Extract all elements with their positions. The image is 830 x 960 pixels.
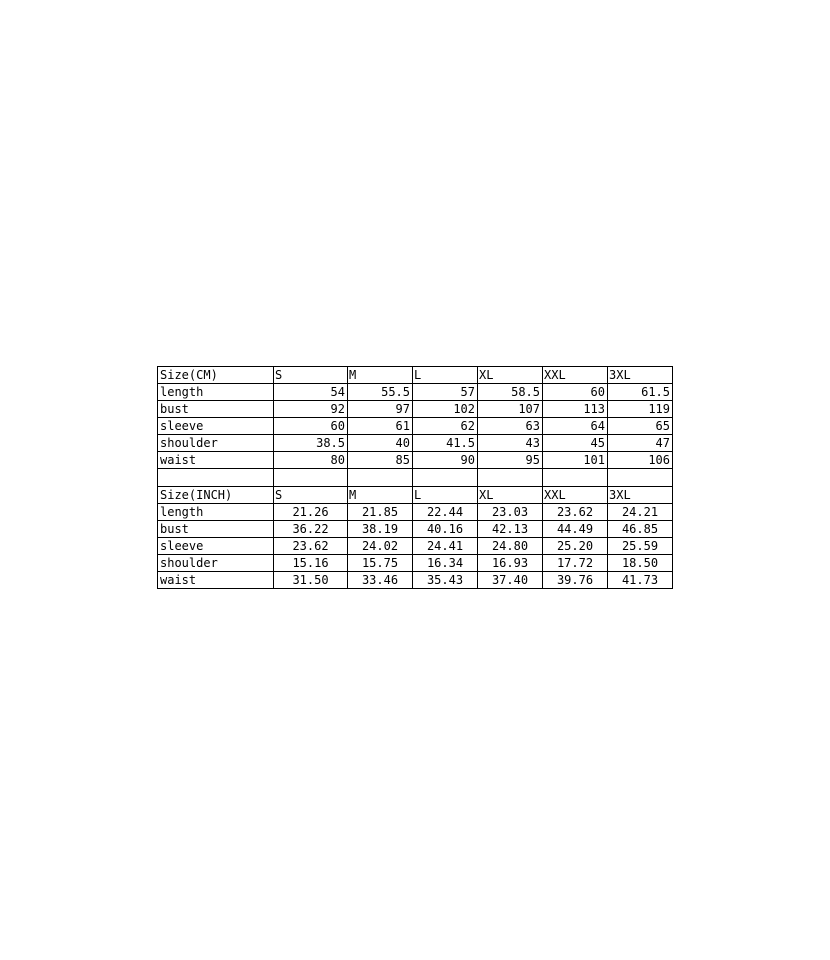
size-chart-table [157, 366, 673, 589]
measurement-value: 40.16 [413, 520, 478, 537]
inch-header-row [158, 486, 673, 503]
empty-cell [543, 469, 608, 487]
inch-size-header: XL [478, 486, 543, 503]
measurement-value: 44.49 [543, 520, 608, 537]
measurement-value: 107 [478, 401, 543, 418]
inch-size-header: 3XL [608, 486, 673, 503]
measurement-value: 24.80 [478, 537, 543, 554]
measurement-label: shoulder [158, 554, 274, 571]
measurement-value: 101 [543, 452, 608, 469]
measurement-value: 41.5 [413, 435, 478, 452]
measurement-value: 119 [608, 401, 673, 418]
measurement-label: waist [158, 571, 274, 588]
measurement-label: shoulder [158, 435, 274, 452]
inch-header-label: Size(INCH) [158, 486, 274, 503]
empty-cell [348, 469, 413, 487]
inch-size-header: S [274, 486, 348, 503]
measurement-label: bust [158, 401, 274, 418]
table-row [158, 537, 673, 554]
measurement-value: 57 [413, 384, 478, 401]
cm-header-label: Size(CM) [158, 367, 274, 384]
measurement-value: 21.85 [348, 503, 413, 520]
cm-size-header: M [348, 367, 413, 384]
table-row [158, 452, 673, 469]
measurement-value: 90 [413, 452, 478, 469]
cm-size-header: XL [478, 367, 543, 384]
measurement-value: 106 [608, 452, 673, 469]
empty-cell [413, 469, 478, 487]
measurement-value: 22.44 [413, 503, 478, 520]
measurement-value: 61.5 [608, 384, 673, 401]
measurement-label: length [158, 503, 274, 520]
measurement-value: 80 [274, 452, 348, 469]
measurement-value: 61 [348, 418, 413, 435]
measurement-label: length [158, 384, 274, 401]
measurement-value: 37.40 [478, 571, 543, 588]
table-row [158, 520, 673, 537]
measurement-value: 25.59 [608, 537, 673, 554]
measurement-value: 97 [348, 401, 413, 418]
measurement-value: 39.76 [543, 571, 608, 588]
measurement-value: 23.62 [274, 537, 348, 554]
measurement-value: 113 [543, 401, 608, 418]
measurement-value: 24.02 [348, 537, 413, 554]
table-row [158, 418, 673, 435]
table-row [158, 384, 673, 401]
measurement-value: 35.43 [413, 571, 478, 588]
measurement-value: 21.26 [274, 503, 348, 520]
table-row [158, 571, 673, 588]
measurement-label: waist [158, 452, 274, 469]
measurement-value: 15.75 [348, 554, 413, 571]
measurement-value: 15.16 [274, 554, 348, 571]
table-row [158, 503, 673, 520]
cm-size-header: S [274, 367, 348, 384]
measurement-value: 45 [543, 435, 608, 452]
table-row [158, 554, 673, 571]
measurement-value: 54 [274, 384, 348, 401]
measurement-value: 62 [413, 418, 478, 435]
measurement-value: 60 [274, 418, 348, 435]
measurement-value: 46.85 [608, 520, 673, 537]
measurement-value: 41.73 [608, 571, 673, 588]
measurement-value: 102 [413, 401, 478, 418]
measurement-value: 16.93 [478, 554, 543, 571]
measurement-value: 36.22 [274, 520, 348, 537]
table-spacer-row [158, 469, 673, 487]
inch-size-header: L [413, 486, 478, 503]
inch-size-header: M [348, 486, 413, 503]
measurement-label: sleeve [158, 418, 274, 435]
measurement-value: 43 [478, 435, 543, 452]
measurement-value: 18.50 [608, 554, 673, 571]
measurement-value: 42.13 [478, 520, 543, 537]
measurement-value: 16.34 [413, 554, 478, 571]
measurement-value: 58.5 [478, 384, 543, 401]
table-row [158, 401, 673, 418]
cm-header-row [158, 367, 673, 384]
measurement-value: 33.46 [348, 571, 413, 588]
empty-cell [274, 469, 348, 487]
measurement-value: 31.50 [274, 571, 348, 588]
table-row [158, 435, 673, 452]
empty-cell [158, 469, 274, 487]
measurement-value: 40 [348, 435, 413, 452]
measurement-value: 23.03 [478, 503, 543, 520]
measurement-value: 95 [478, 452, 543, 469]
measurement-value: 38.5 [274, 435, 348, 452]
measurement-label: bust [158, 520, 274, 537]
measurement-value: 65 [608, 418, 673, 435]
measurement-value: 24.21 [608, 503, 673, 520]
cm-size-header: 3XL [608, 367, 673, 384]
measurement-value: 38.19 [348, 520, 413, 537]
cm-size-header: XXL [543, 367, 608, 384]
measurement-value: 64 [543, 418, 608, 435]
measurement-label: sleeve [158, 537, 274, 554]
empty-cell [608, 469, 673, 487]
measurement-value: 63 [478, 418, 543, 435]
measurement-value: 17.72 [543, 554, 608, 571]
inch-size-header: XXL [543, 486, 608, 503]
empty-cell [478, 469, 543, 487]
measurement-value: 60 [543, 384, 608, 401]
measurement-value: 24.41 [413, 537, 478, 554]
measurement-value: 47 [608, 435, 673, 452]
cm-size-header: L [413, 367, 478, 384]
measurement-value: 55.5 [348, 384, 413, 401]
measurement-value: 25.20 [543, 537, 608, 554]
measurement-value: 92 [274, 401, 348, 418]
measurement-value: 85 [348, 452, 413, 469]
measurement-value: 23.62 [543, 503, 608, 520]
